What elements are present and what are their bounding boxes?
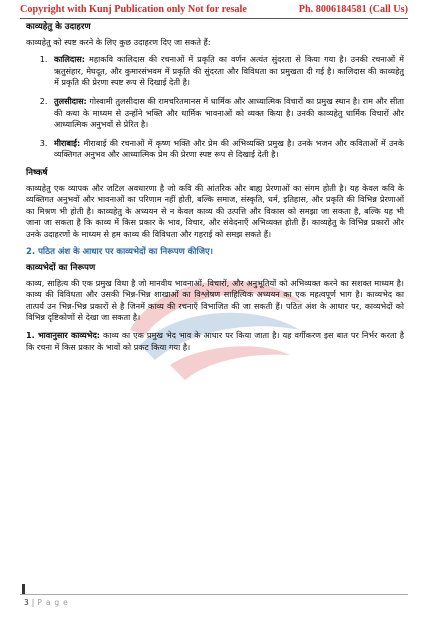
list-item <box>50 96 404 131</box>
question-heading: 2. पठित अंश के आधार पर काव्यभेदों का निरूपण कीजिए। <box>26 246 213 257</box>
item-term: तुलसीदास: <box>54 95 87 106</box>
kavyabhed-paragraph: काव्य, साहित्य की एक प्रमुख विधा है जो मानवीय भावनाओं, विचारों, और अनुभूतियों को अभिव्यक्त करने का सशक्त माध्यम है। काव्य की विविधता और उसकी भिन्न-भिन्न शाखाओं का विश्लेषण साहित्यिक अध्ययन का एक महत्वपूर्ण भाग है। काव्यभेद का तात्पर्य उन भिन्न-भिन्न प्रकारों से है जिनमें काव्य की रचनाएँ विभाजित की जा सकती हैं। पठित अंश के आधार पर, काव्यभेदों को विभिन्न दृष्टिकोणों से देखा जा सकता है। <box>26 277 404 323</box>
footer-marker <box>22 584 25 594</box>
item-text: महाकवि कालिदास की रचनाओं में प्रकृति का वर्णन अत्यंत सुंदरता से किया गया है। उनकी रचनाओं में ऋतुसंहार, मेघदूत, और कुमारसंभवम में प्रकृति की सुंदरता और विविधता का प्रमुखता दी गई है। कालिदास की काव्यहेतु में प्रकृति की प्रेरणा स्पष्ट रूप से दिखाई देती है। <box>54 54 404 88</box>
conclusion-paragraph: काव्यहेतु एक व्यापक और जटिल अवधारणा है जो कवि की आंतरिक और बाह्य प्रेरणाओं का संगम होती है। यह केवल कवि के व्यक्तिगत अनुभवों और भावनाओं का परिणाम नहीं होती, बल्कि समाज, संस्कृति, धर्म, इतिहास, और प्रकृति की विभिन्न प्रेरणाओं का मिश्रण भी होती है। काव्यहेतु के अध्ययन से न केवल काव्य की उत्पत्ति और विकास को समझा जा सकता है, बल्कि यह भी जाना जा सकता है कि काव्य में किस प्रकार के भाव, विचार, और संवेदनाएँ अभिव्यक्त होती हैं। काव्यहेतु के विभिन्न प्रकारों और उनके उदाहरणों के माध्यम से हम काव्य की विविधता और गहराई को समझ सकते हैं। <box>26 182 404 239</box>
footer-separator: | <box>31 598 35 607</box>
item-text: मीराबाई की रचनाओं में कृष्ण भक्ति और प्रेम की अभिव्यक्ति प्रमुख है। उनके भजन और कविताओं में उनके व्यक्तिगत अनुभव और आध्यात्मिक प्रेम की प्रेरणा स्पष्ट रूप से दिखाई देती है। <box>54 137 404 160</box>
copyright-notice: Copyright with Kunj Publication only Not for resale <box>20 4 247 15</box>
page-number: 3 <box>24 598 29 607</box>
point-term: 1. भावानुसार काव्यभेद: <box>26 330 100 341</box>
list-item <box>50 54 404 89</box>
page-content <box>26 22 404 359</box>
section-heading-kavyabhed: काव्यभेदों का निरूपण <box>26 263 96 274</box>
examples-list <box>26 54 404 161</box>
item-term: मीराबाई: <box>54 137 81 148</box>
section-heading-examples: काव्यहेतु के उदाहरण <box>26 22 91 32</box>
footer-rule <box>20 594 408 595</box>
phone-number: Ph. 8006184581 (Call Us) <box>298 4 408 15</box>
examples-intro: काव्यहेतु को स्पष्ट करने के लिए कुछ उदाहरण दिए जा सकते हैं: <box>26 36 211 47</box>
page-footer <box>24 598 69 607</box>
page-label: P a g e <box>37 598 69 607</box>
item-term: कालिदास: <box>54 54 85 65</box>
bhavanusar-point <box>26 330 404 353</box>
item-text: गोस्वामी तुलसीदास की रामचरितमानस में धार्मिक और आध्यात्मिक विचारों का प्रमुख स्थान है। राम और सीता की कथा के माध्यम से उन्होंने भक्ति और धार्मिक भावनाओं को व्यक्त किया है। उनकी काव्यहेतु धार्मिक विचारों और आध्यात्मिक अनुभवों से प्रेरित है। <box>54 95 404 130</box>
point-text: काव्य का एक प्रमुख भेद भाव के आधार पर किया जाता है। यह वर्गीकरण इस बात पर निर्भर करता है कि रचना में किस प्रकार के भावों को प्रकट किया गया है। <box>26 330 404 352</box>
header-rule <box>20 18 408 19</box>
section-heading-conclusion: निष्कर्ष <box>26 167 48 178</box>
list-item <box>50 138 404 161</box>
page-header <box>20 4 408 18</box>
